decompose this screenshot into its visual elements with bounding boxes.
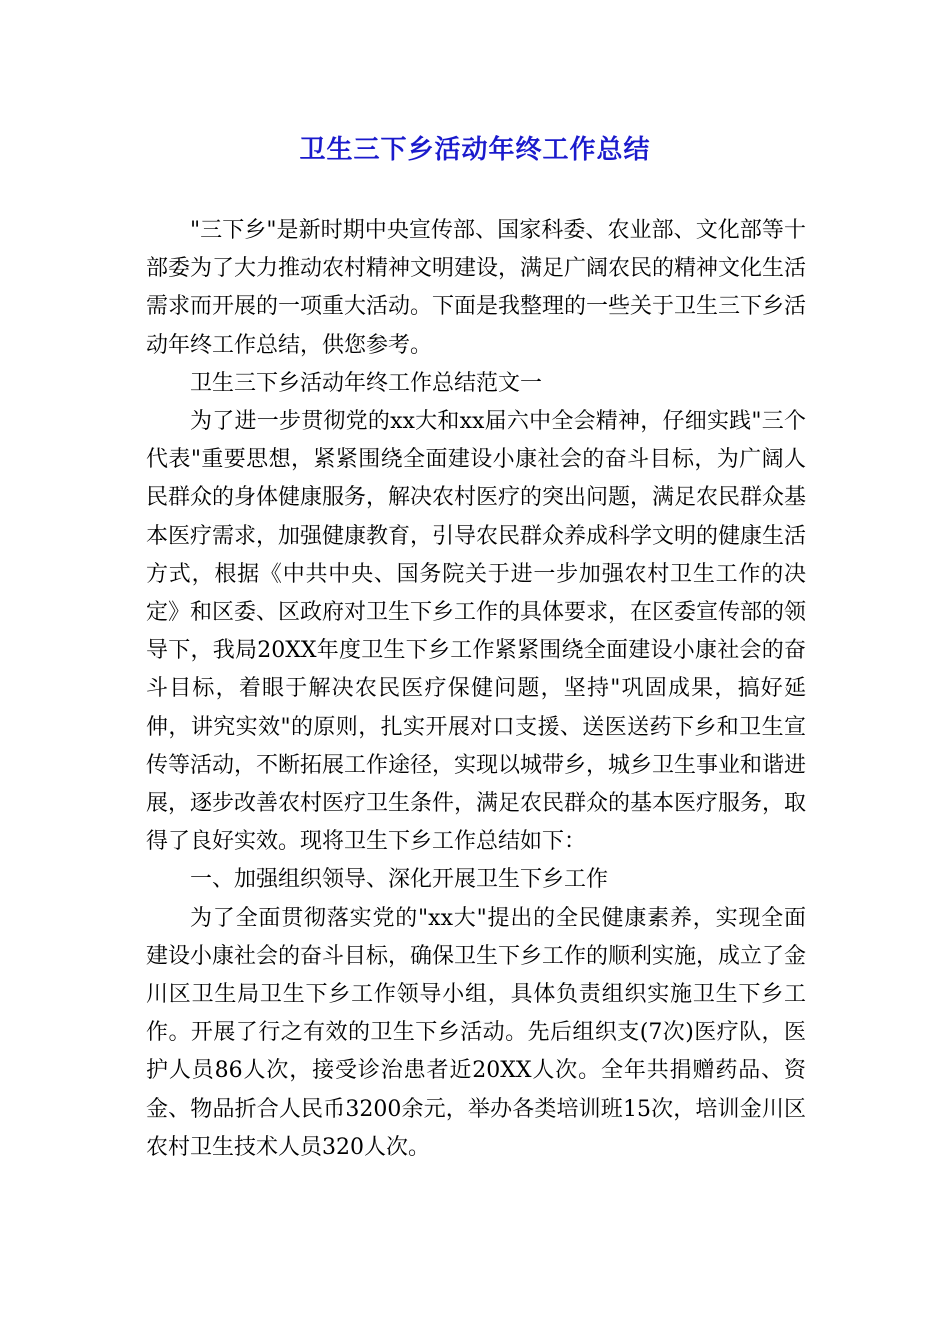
body-paragraph: 为了进一步贯彻党的xx大和xx届六中全会精神，仔细实践"三个代表"重要思想，紧紧围绕全面建设小康社会的奋斗目标，为广阔人民群众的身体健康服务，解决农村医疗的突出问题，满足农民群众基本医疗需求，加强健康教育，引导农民群众养成科学文明的健康生活方式，根据《中共中央、国务院关于进一步加强农村卫生工作的决定》和区委、区政府对卫生下乡工作的具体要求，在区委宣传部的领导下，我局20XX年度卫生下乡工作紧紧围绕全面建设小康社会的奋斗目标，着眼于解决农民医疗保健问题，坚持"巩固成果，搞好延伸，讲究实效"的原则，扎实开展对口支援、送医送药下乡和卫生宣传等活动，不断拓展工作途径，实现以城带乡，城乡卫生事业和谐进展，逐步改善农村医疗卫生条件，满足农民群众的基本医疗服务，取得了良好实效。现将卫生下乡工作总结如下： (146, 409, 807, 855)
section-heading-sample-one: 卫生三下乡活动年终工作总结范文一 (190, 370, 543, 396)
document-title: 卫生三下乡活动年终工作总结 (299, 135, 651, 165)
intro-paragraph: "三下乡"是新时期中央宣传部、国家科委、农业部、文化部等十部委为了大力推动农村精神文明建设，满足广阔农民的精神文化生活需求而开展的一项重大活动。下面是我整理的一些关于卫生三下乡活动年终工作总结，供您参考。 (146, 218, 807, 358)
section-heading-organization: 一、加强组织领导、深化开展卫生下乡工作 (190, 867, 609, 893)
document-body (146, 212, 806, 1167)
body-paragraph: 为了全面贯彻落实党的"xx大"提出的全民健康素养，实现全面建设小康社会的奋斗目标，确保卫生下乡工作的顺利实施，成立了金川区卫生局卫生下乡工作领导小组，具体负责组织实施卫生下乡工作。开展了行之有效的卫生下乡活动。先后组织支(7次)医疗队，医护人员86人次，接受诊治患者近20XX人次。全年共捐赠药品、资金、物品折合人民币3200余元，举办各类培训班15次，培训金川区农村卫生技术人员320人次。 (146, 905, 807, 1160)
